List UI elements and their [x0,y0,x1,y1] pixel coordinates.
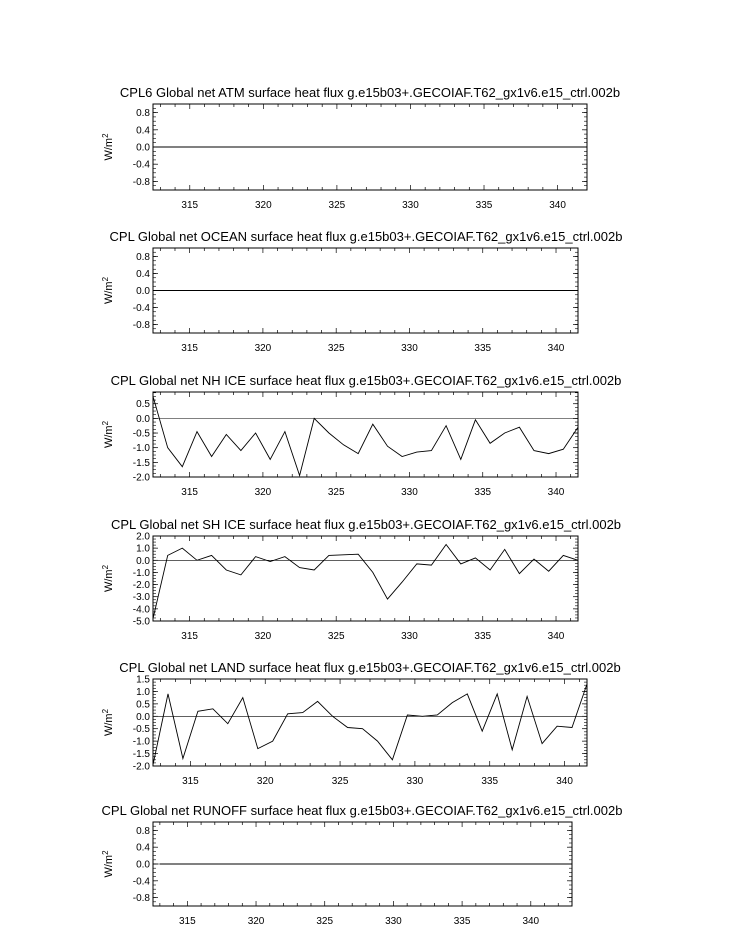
chart-title: CPL6 Global net ATM surface heat flux g.e15b03+.GECOIAF.T62_gx1v6.e15_ctrl.002b [119,85,621,100]
x-tick-label: 330 [402,200,419,211]
x-tick-label: 320 [256,776,274,787]
plot-frame [153,536,578,621]
chart-panel-5 [101,660,621,787]
chart-panel-4 [101,517,621,642]
y-tick-label: -1.5 [132,457,150,469]
x-tick-label: 330 [401,487,418,498]
chart-panel-6 [101,803,622,927]
y-tick-label: -1.0 [132,443,150,455]
y-axis-label: $W/m^2$ [101,133,115,161]
y-tick-label: -0.8 [132,176,150,188]
y-tick-label: -4.0 [132,604,150,616]
y-axis-label: $W/m^2$ [101,708,115,737]
y-tick-label: 1.0 [136,686,150,698]
series-line-land [153,684,587,765]
x-tick-label: 325 [316,916,334,927]
chart-panel-3 [101,373,621,498]
x-tick-label: 315 [181,343,198,354]
x-tick-label: 325 [327,631,345,642]
y-axis-label: $W/m^2$ [101,850,115,878]
x-tick-label: 340 [549,200,566,211]
x-tick-label: 335 [481,776,499,787]
y-axis-label: $W/m^2$ [101,564,115,593]
x-tick-label: 315 [181,200,199,211]
x-tick-label: 320 [254,200,272,211]
y-tick-label: -2.0 [132,761,150,773]
x-tick-label: 325 [327,343,345,354]
plot-frame [153,392,578,477]
x-tick-label: 335 [453,916,471,927]
x-tick-label: 340 [522,916,540,927]
y-tick-label: 2.0 [136,531,150,543]
y-tick-label: 0.5 [136,399,150,411]
x-tick-label: 340 [556,776,573,787]
chart-title: CPL Global net LAND surface heat flux g.e15b03+.GECOIAF.T62_gx1v6.e15_ctrl.002b [119,660,621,675]
y-tick-label: -2.0 [132,472,150,484]
y-tick-label: 0.0 [136,555,150,567]
x-tick-label: 315 [181,631,198,642]
chart-panel-1 [101,85,620,211]
y-tick-label: -3.0 [132,592,150,604]
x-tick-label: 330 [385,916,402,927]
y-tick-label: -0.5 [132,428,150,440]
y-tick-label: 0.4 [136,842,150,854]
y-tick-label: -0.4 [132,876,150,888]
x-tick-label: 320 [254,343,272,354]
y-tick-label: 0.0 [136,859,150,871]
chart-panel-2 [101,229,622,354]
chart-title: CPL Global net OCEAN surface heat flux g.e15b03+.GECOIAF.T62_gx1v6.e15_ctrl.002b [109,229,623,244]
y-tick-label: 0.5 [136,699,150,711]
y-tick-label: 0.0 [136,286,150,297]
y-tick-label: 0.8 [136,108,150,120]
y-tick-label: -0.4 [132,303,150,314]
x-tick-label: 330 [406,776,424,787]
y-tick-label: 0.4 [136,125,150,137]
x-tick-label: 340 [547,631,565,642]
x-tick-label: 340 [547,343,565,354]
x-tick-label: 315 [179,916,196,927]
x-tick-label: 335 [474,631,492,642]
plot-frame [153,679,587,766]
y-tick-label: -2.0 [132,580,150,592]
y-axis-label: $W/m^2$ [101,276,115,305]
x-tick-label: 315 [181,487,198,498]
x-tick-label: 320 [247,916,265,927]
chart-title: CPL Global net SH ICE surface heat flux g.e15b03+.GECOIAF.T62_gx1v6.e15_ctrl.002b [110,517,622,532]
y-tick-label: 0.0 [136,711,150,723]
y-tick-label: 0.8 [136,825,150,837]
y-tick-label: -0.8 [132,893,150,905]
series-line-nh-ice [153,396,578,475]
x-tick-label: 330 [401,343,418,354]
y-tick-label: 0.4 [136,269,150,280]
y-tick-label: 0.0 [136,413,150,425]
y-tick-label: -1.0 [132,736,150,748]
y-tick-label: -5.0 [132,616,150,628]
x-tick-label: 315 [182,776,199,787]
x-tick-label: 325 [327,487,345,498]
y-tick-label: 1.5 [136,674,150,686]
y-tick-label: -1.0 [132,567,150,579]
y-tick-label: 0.8 [136,252,150,263]
x-tick-label: 325 [331,776,349,787]
x-tick-label: 335 [475,200,493,211]
y-tick-label: 0.0 [136,142,150,154]
y-tick-label: -0.4 [132,159,150,171]
x-tick-label: 320 [254,487,272,498]
y-tick-label: -0.5 [132,724,150,736]
x-tick-label: 335 [474,343,492,354]
y-tick-label: -0.8 [132,320,150,331]
y-tick-label: -1.5 [132,749,150,761]
y-axis-label: $W/m^2$ [101,420,115,449]
y-tick-label: 1.0 [136,543,150,555]
chart-title: CPL Global net NH ICE surface heat flux g.e15b03+.GECOIAF.T62_gx1v6.e15_ctrl.002b [110,373,622,388]
x-tick-label: 335 [474,487,492,498]
x-tick-label: 330 [401,631,418,642]
x-tick-label: 320 [254,631,272,642]
chart-title: CPL Global net RUNOFF surface heat flux g.e15b03+.GECOIAF.T62_gx1v6.e15_ctrl.002b [101,803,623,818]
x-tick-label: 325 [328,200,346,211]
x-tick-label: 340 [547,487,565,498]
series-line-sh-ice [153,545,578,619]
